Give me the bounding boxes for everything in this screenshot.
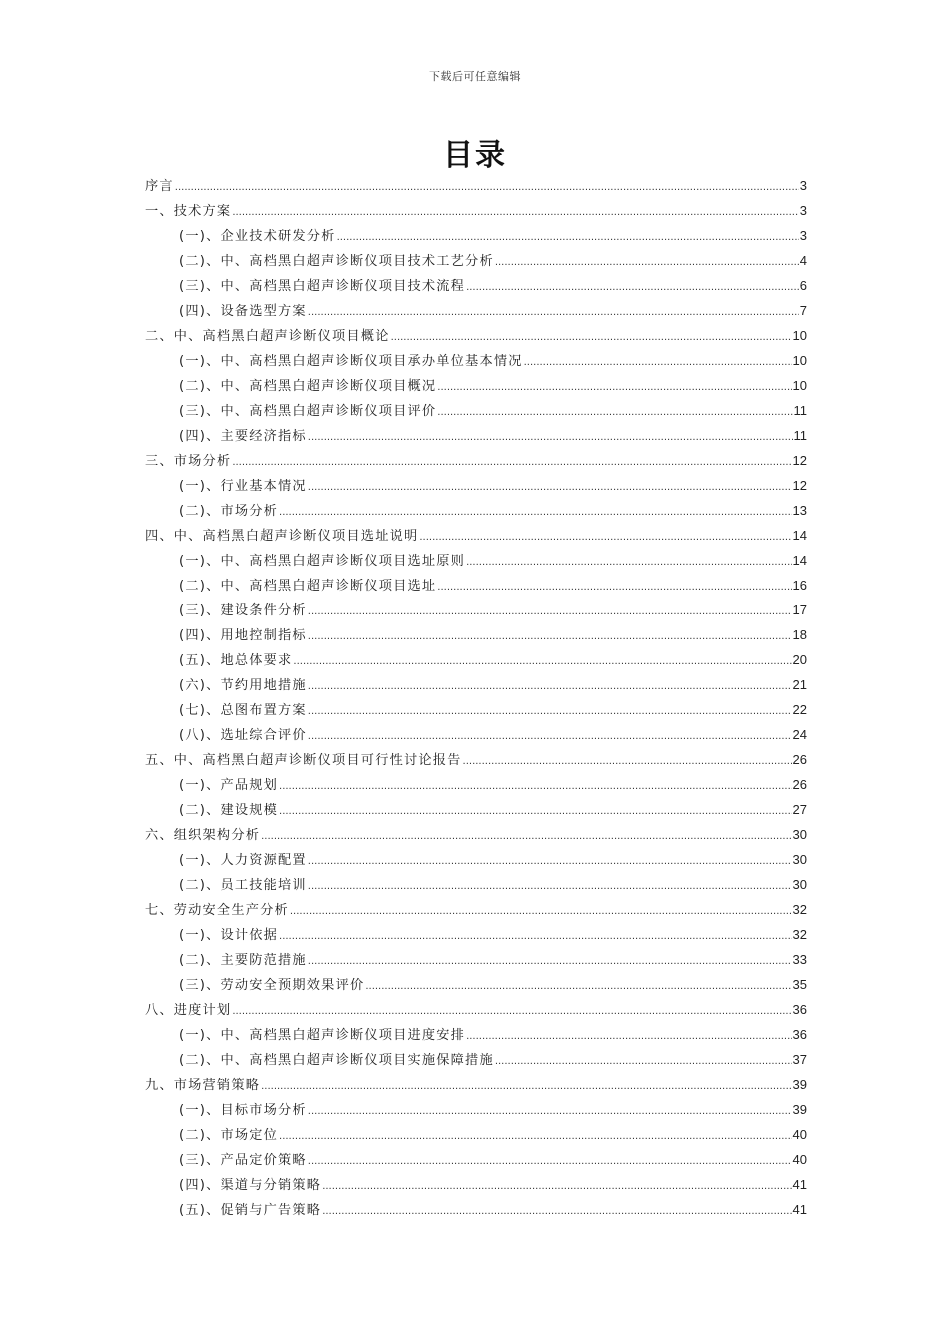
toc-dot-leader xyxy=(463,749,792,775)
toc-entry-label: (五)、地总体要求 xyxy=(179,653,293,669)
toc-subentry[interactable] xyxy=(145,274,807,299)
toc-subentry[interactable] xyxy=(145,598,807,623)
table-of-contents xyxy=(145,174,807,1223)
toc-subentry[interactable] xyxy=(145,224,807,249)
toc-subentry[interactable] xyxy=(145,1098,807,1123)
toc-entry-label: (一)、人力资源配置 xyxy=(179,853,307,869)
toc-subentry[interactable] xyxy=(145,1173,807,1198)
toc-page-number: 12 xyxy=(792,452,807,468)
toc-page-number: 10 xyxy=(792,377,807,393)
toc-subentry[interactable] xyxy=(145,374,807,399)
toc-dot-leader xyxy=(279,500,792,526)
toc-entry-label: (八)、选址综合评价 xyxy=(179,728,307,744)
toc-dot-leader xyxy=(279,924,792,950)
toc-subentry[interactable] xyxy=(145,549,807,574)
toc-subentry[interactable] xyxy=(145,773,807,798)
toc-page-number: 26 xyxy=(792,777,807,793)
toc-subentry[interactable] xyxy=(145,1148,807,1173)
toc-dot-leader xyxy=(524,350,792,376)
toc-page-number: 41 xyxy=(792,1201,807,1217)
toc-page-number: 4 xyxy=(799,252,807,268)
toc-page-number: 30 xyxy=(792,827,807,843)
toc-entry-label: (三)、中、高档黑白超声诊断仪项目技术流程 xyxy=(179,278,466,294)
toc-dot-leader xyxy=(437,375,791,401)
toc-subentry[interactable] xyxy=(145,399,807,424)
toc-dot-leader xyxy=(495,1049,792,1075)
toc-page-number: 13 xyxy=(792,502,807,518)
toc-subentry[interactable] xyxy=(145,673,807,698)
toc-subentry[interactable] xyxy=(145,1198,807,1223)
toc-entry-label: (四)、主要经济指标 xyxy=(179,428,307,444)
toc-subentry[interactable] xyxy=(145,474,807,499)
toc-dot-leader xyxy=(308,874,792,900)
page-title: 目录 xyxy=(443,138,507,173)
toc-dot-leader xyxy=(232,999,791,1025)
toc-page-number: 12 xyxy=(792,477,807,493)
toc-dot-leader xyxy=(232,450,791,476)
header-note: 下载后可任意编辑 xyxy=(429,70,521,83)
toc-subentry[interactable] xyxy=(145,349,807,374)
toc-dot-leader xyxy=(279,1124,792,1150)
toc-page-number: 21 xyxy=(792,677,807,693)
toc-subentry[interactable] xyxy=(145,299,807,324)
toc-entry-label: (三)、中、高档黑白超声诊断仪项目评价 xyxy=(179,403,437,419)
toc-dot-leader xyxy=(175,175,799,201)
toc-page-number: 3 xyxy=(799,227,807,243)
toc-entry-label: (二)、主要防范措施 xyxy=(179,953,307,969)
toc-dot-leader xyxy=(337,225,799,251)
toc-dot-leader xyxy=(466,275,799,301)
toc-page-number: 10 xyxy=(792,327,807,343)
toc-subentry[interactable] xyxy=(145,923,807,948)
toc-entry[interactable] xyxy=(145,524,807,549)
toc-entry-label: 一、技术方案 xyxy=(145,203,232,219)
toc-entry-label: (一)、中、高档黑白超声诊断仪项目选址原则 xyxy=(179,553,466,569)
toc-dot-leader xyxy=(293,649,791,675)
toc-dot-leader xyxy=(308,949,792,975)
toc-page-number: 3 xyxy=(799,202,807,218)
toc-dot-leader xyxy=(437,400,792,426)
toc-entry-label: (四)、设备选型方案 xyxy=(179,303,307,319)
toc-page-number: 27 xyxy=(792,802,807,818)
toc-page-number: 10 xyxy=(792,352,807,368)
toc-subentry[interactable] xyxy=(145,1048,807,1073)
toc-page-number: 30 xyxy=(792,852,807,868)
toc-page-number: 39 xyxy=(792,1101,807,1117)
toc-entry[interactable] xyxy=(145,449,807,474)
toc-entry-label: (四)、渠道与分销策略 xyxy=(179,1177,322,1193)
toc-subentry[interactable] xyxy=(145,1123,807,1148)
toc-page-number: 24 xyxy=(792,727,807,743)
toc-page-number: 20 xyxy=(792,652,807,668)
toc-subentry[interactable] xyxy=(145,1023,807,1048)
toc-dot-leader xyxy=(232,200,798,226)
toc-entry-label: (二)、中、高档黑白超声诊断仪项目实施保障措施 xyxy=(179,1052,494,1068)
toc-page-number: 18 xyxy=(792,627,807,643)
toc-entry-label: (一)、中、高档黑白超声诊断仪项目进度安排 xyxy=(179,1027,466,1043)
toc-dot-leader xyxy=(261,824,791,850)
toc-dot-leader xyxy=(308,425,793,451)
toc-dot-leader xyxy=(261,1074,791,1100)
toc-entry-label: (一)、中、高档黑白超声诊断仪项目承办单位基本情况 xyxy=(179,353,523,369)
toc-entry-label: 五、中、高档黑白超声诊断仪项目可行性讨论报告 xyxy=(145,753,462,769)
toc-dot-leader xyxy=(308,599,792,625)
toc-entry-label: (一)、目标市场分析 xyxy=(179,1102,307,1118)
toc-entry[interactable] xyxy=(145,324,807,349)
toc-subentry[interactable] xyxy=(145,249,807,274)
toc-dot-leader xyxy=(466,1024,791,1050)
toc-page-number: 22 xyxy=(792,702,807,718)
toc-entry-label: (二)、建设规模 xyxy=(179,803,279,819)
toc-page-number: 40 xyxy=(792,1126,807,1142)
toc-dot-leader xyxy=(308,724,792,750)
toc-entry-label: (五)、促销与广告策略 xyxy=(179,1202,322,1218)
toc-subentry[interactable] xyxy=(145,574,807,599)
toc-entry-label: (二)、员工技能培训 xyxy=(179,878,307,894)
toc-page-number: 30 xyxy=(792,877,807,893)
toc-subentry[interactable] xyxy=(145,848,807,873)
toc-entry-label: 四、中、高档黑白超声诊断仪项目选址说明 xyxy=(145,528,419,544)
toc-page-number: 33 xyxy=(792,952,807,968)
toc-page-number: 16 xyxy=(792,577,807,593)
toc-page-number: 32 xyxy=(792,927,807,943)
toc-entry-label: 六、组织架构分析 xyxy=(145,828,261,844)
toc-page-number: 14 xyxy=(792,552,807,568)
toc-page-number: 41 xyxy=(792,1176,807,1192)
toc-subentry[interactable] xyxy=(145,623,807,648)
toc-dot-leader xyxy=(365,974,791,1000)
toc-dot-leader xyxy=(308,849,792,875)
toc-entry-label: (一)、企业技术研发分析 xyxy=(179,228,336,244)
toc-entry[interactable] xyxy=(145,748,807,773)
toc-subentry[interactable] xyxy=(145,973,807,998)
toc-page-number: 36 xyxy=(792,1001,807,1017)
toc-dot-leader xyxy=(495,250,799,276)
toc-entry-label: (二)、市场分析 xyxy=(179,503,279,519)
toc-page-number: 6 xyxy=(799,277,807,293)
toc-page-number: 37 xyxy=(792,1051,807,1067)
toc-dot-leader xyxy=(391,325,792,351)
toc-subentry[interactable] xyxy=(145,798,807,823)
toc-subentry[interactable] xyxy=(145,948,807,973)
toc-dot-leader xyxy=(308,624,792,650)
toc-dot-leader xyxy=(322,1199,791,1225)
toc-entry-label: (一)、设计依据 xyxy=(179,928,279,944)
toc-entry-label: (二)、中、高档黑白超声诊断仪项目选址 xyxy=(179,578,437,594)
toc-subentry[interactable] xyxy=(145,499,807,524)
toc-entry-label: (六)、节约用地措施 xyxy=(179,678,307,694)
toc-page-number: 39 xyxy=(792,1076,807,1092)
toc-entry-label: (一)、行业基本情况 xyxy=(179,478,307,494)
toc-entry[interactable] xyxy=(145,199,807,224)
toc-subentry[interactable] xyxy=(145,424,807,449)
toc-dot-leader xyxy=(466,550,791,576)
toc-entry-label: (二)、中、高档黑白超声诊断仪项目概况 xyxy=(179,378,437,394)
toc-page-number: 7 xyxy=(799,302,807,318)
toc-page-number: 11 xyxy=(793,402,807,418)
toc-dot-leader xyxy=(279,774,792,800)
toc-page-number: 32 xyxy=(792,902,807,918)
toc-entry[interactable] xyxy=(145,998,807,1023)
toc-dot-leader xyxy=(308,1149,792,1175)
toc-entry[interactable] xyxy=(145,898,807,923)
toc-dot-leader xyxy=(437,575,791,601)
toc-entry-label: 七、劳动安全生产分析 xyxy=(145,903,289,919)
toc-dot-leader xyxy=(322,1174,791,1200)
toc-subentry[interactable] xyxy=(145,698,807,723)
toc-entry-label: 三、市场分析 xyxy=(145,453,232,469)
toc-entry-label: (七)、总图布置方案 xyxy=(179,703,307,719)
toc-page-number: 36 xyxy=(792,1026,807,1042)
toc-dot-leader xyxy=(308,674,792,700)
toc-entry-label: 八、进度计划 xyxy=(145,1002,232,1018)
toc-dot-leader xyxy=(419,525,791,551)
toc-page-number: 17 xyxy=(792,602,807,618)
toc-entry-label: (四)、用地控制指标 xyxy=(179,628,307,644)
toc-entry-label: (三)、建设条件分析 xyxy=(179,603,307,619)
toc-dot-leader xyxy=(308,1099,792,1125)
toc-dot-leader xyxy=(308,300,799,326)
toc-entry-label: (二)、中、高档黑白超声诊断仪项目技术工艺分析 xyxy=(179,253,494,269)
toc-page-number: 26 xyxy=(792,752,807,768)
toc-entry-label: (三)、劳动安全预期效果评价 xyxy=(179,978,365,993)
toc-entry-label: (三)、产品定价策略 xyxy=(179,1152,307,1168)
toc-entry[interactable] xyxy=(145,174,807,199)
toc-subentry[interactable] xyxy=(145,648,807,673)
toc-dot-leader xyxy=(290,899,792,925)
toc-entry[interactable] xyxy=(145,1073,807,1098)
toc-dot-leader xyxy=(308,475,792,501)
toc-entry-label: 二、中、高档黑白超声诊断仪项目概论 xyxy=(145,328,390,344)
toc-page-number: 14 xyxy=(792,527,807,543)
toc-dot-leader xyxy=(308,699,792,725)
toc-entry-label: 序言 xyxy=(145,179,174,194)
toc-entry-label: (一)、产品规划 xyxy=(179,778,279,794)
toc-page-number: 11 xyxy=(793,427,807,443)
toc-page-number: 40 xyxy=(792,1151,807,1167)
toc-dot-leader xyxy=(279,799,792,825)
toc-subentry[interactable] xyxy=(145,723,807,748)
toc-entry[interactable] xyxy=(145,823,807,848)
toc-subentry[interactable] xyxy=(145,873,807,898)
toc-entry-label: (二)、市场定位 xyxy=(179,1127,279,1143)
toc-entry-label: 九、市场营销策略 xyxy=(145,1077,261,1093)
toc-page-number: 3 xyxy=(799,178,807,193)
toc-page-number: 35 xyxy=(792,977,807,992)
